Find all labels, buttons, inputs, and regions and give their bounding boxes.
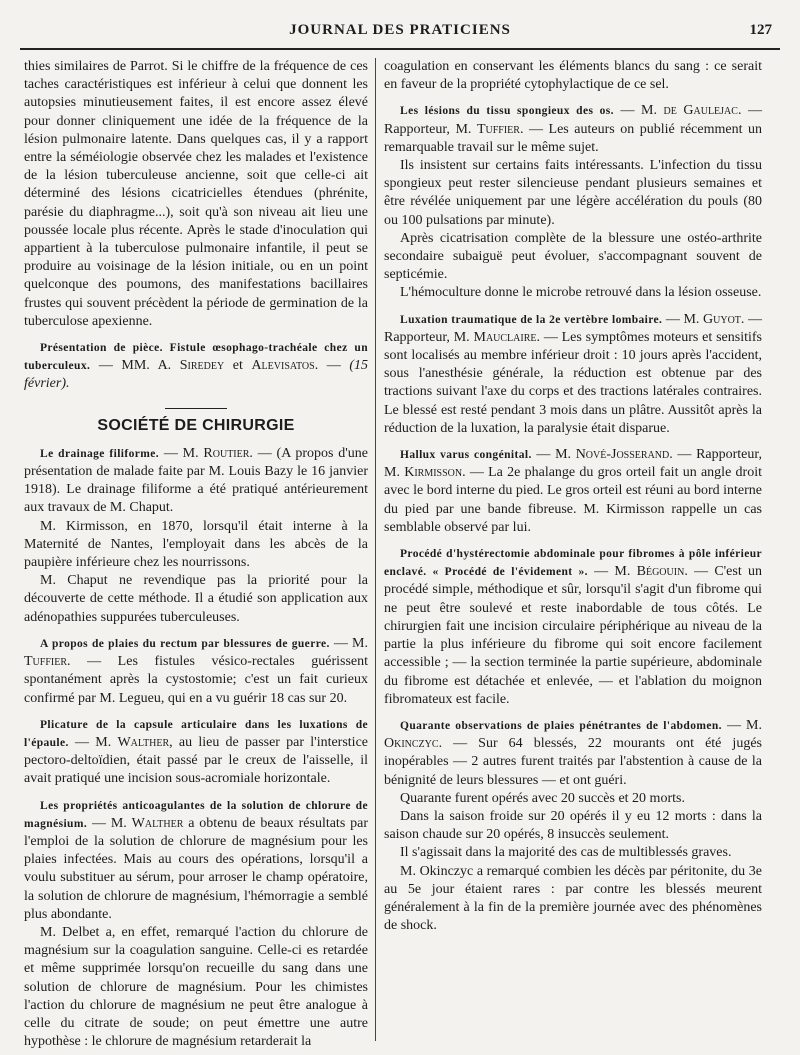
author-name: Walther [131,815,184,831]
author-name: Siredey [179,358,225,374]
text: — M. [662,311,704,327]
text: et [224,358,252,374]
text: . — La 2e phalange du gros orteil fait un angle droit avec le bord interne du pied. Le gros orteil est réuni au bord interne du pied par une bande fibreuse. M. Kirmisson rappelle un cas semblable observé par lui. [384,465,762,535]
section-luxation-vertebre [384,311,762,438]
section-hysterectomie [384,545,762,709]
session-date: (15 février). [24,358,369,392]
text: . — Sur 64 blessés, 22 mourants ont été jugés inopérables — 2 autres furent traités par l'abstention à cause de la bénignité de leurs blessures — et ont guéri. [384,736,762,788]
text: . — C'est un procédé simple, méthodique et sûr, lorsqu'il s'agit d'un fibrome qui ne peut être soulevé et reste inabordable de tous côtés. Le chirurgien fait une incision circulaire périphérique au niveau de la partie la plus inférieure du fibrome qui soit encore facilement accessible ; — la section terminée la partie supérieure, abdominale du fibrome est détachée et enlevée, — et l'ablation du moignon fibromateux est facile. [384,564,762,707]
author-name: Alevisatos [251,358,315,374]
section-title: Hallux varus congénital. [400,449,532,462]
section-title: Le drainage filiforme. [40,447,160,460]
text: — M. [68,734,118,750]
section-presentation-fistule [24,339,368,394]
paragraph: M. Okinczyc a remarqué combien les décès par péritonite, du 3e au 5e jour étaient rares : par contre les blessés meurent généralement à la fin de la première journée avec des phénomènes de shock. [384,863,762,934]
section-plicature-capsule [24,716,368,789]
section-plaies-rectum [24,635,368,708]
paragraph: thies similaires de Parrot. Si le chiffre de la fréquence de ces taches caractéristiques est inférieur à celui que donnent les autopsies minutieusement faites, il est encore assez élevé pour donner cliniquement une idée de la fréquence de la lésion pulmonaire latente. Dans quelques cas, il y a rapport entre la séméiologie observée chez les malades et l'existence de la lésion tuberculeuse ancienne, soit que celle-ci ait déterminé des lésions cicatricielles étendues (phrénite, parésie du diaphragme...), soit qu'à son niveau ait lieu une poussée locale plus récente. Après le stade d'inoculation qui appartient à la tuberculose pulmonaire infantile, il peut se produire au voisinage de la lésion initiale, ou en un point quelconque des poumons, des manifestations bacillaires frustes qui souvent précèdent la période de germination de la tuberculose apexienne. [24,59,368,329]
paragraph: M. Kirmisson, en 1870, lorsqu'il était interne à la Maternité de Nantes, l'employait dans les abcès de la paupière inférieure chez les nourrissons. [24,518,368,571]
text: — MM. A. [90,358,180,374]
text: . — Les symptômes moteurs et sensitifs sont localisés au membre inférieur droit : 10 jours après l'accident, sous l'anesthésie générale, la réduction est obtenue par des tractions suivant l'axe du corps et des tractions latérales contraires. Le blessé est resté pendant 3 mois dans un plâtre. Aussitôt après la réduction de la luxation, la paralysie était disparue. [384,329,762,436]
section-title: Procédé d'hystérectomie abdominale pour fibromes à pôle inférieur enclavé. « Procédé de l'évidement ». [384,548,762,579]
paragraph: Il s'agissait dans la majorité des cas de multiblessés graves. [400,845,732,861]
author-name: Tuffier [24,654,68,670]
paragraph: Après cicatrisation complète de la blessure une ostéo-arthrite secondaire subaiguë peut évoluer, s'accompagnant souvent de septicémie. [384,230,762,283]
section-title: Luxation traumatique de la 2e vertèbre lombaire. [400,313,663,326]
author-name: Walther [117,734,170,750]
text: . — Les auteurs on publié récemment un remarquable travail sur le même sujet. [384,121,762,155]
section-plaies-abdomen [384,717,762,790]
author-name: Nové-Josserand [575,447,670,463]
section-drainage-filiforme [24,445,368,518]
text: . — [314,358,350,374]
column-divider [375,58,376,1041]
paragraph: coagulation en conservant les éléments blancs du sang : ce serait en faveur de la propriété cytophylactique de ce sel. [384,59,762,93]
section-tissu-spongieux [384,102,762,157]
author-name: Bégouin [636,564,685,580]
section-chlorure-magnesium [24,797,368,924]
author-name: Routier [203,445,250,461]
journal-title: JOURNAL DES PRATICIENS [289,22,511,38]
paragraph: M. Chaput ne revendique pas la priorité pour la découverte de cette méthode. Il a étudié son application aux adénopathies suppurées tuberculeuses. [24,573,368,625]
text: — M. [329,635,369,651]
text: . — (A propos d'une présentation de malade faite par M. Louis Bazy le 16 janvier 1918). Le drainage filiforme a été pratiqué antérieurement aux travaux de M. Chaput. [24,445,368,516]
paragraph: L'hémoculture donne le microbe retrouvé dans la lésion osseuse. [400,285,762,301]
text: . — Rapporteur, M. [384,447,762,481]
section-title: Plicature de la capsule articulaire dans les luxations de l'épaule. [24,718,368,749]
section-title: Présentation de pièce. Fistule œsophago-trachéale chez un tuberculeux. [24,342,368,373]
text: — M. [159,445,204,461]
text: , au lieu de passer par l'interstice pectoro-deltoïdien, était passé par le creux de l'aisselle, il avait pratiqué une incision sous-acromiale horizontale. [24,734,369,787]
section-title: Quarante observations de plaies pénétrantes de l'abdomen. [400,719,722,732]
page-number: 127 [749,22,772,38]
text: . — Rapporteur, M. [384,311,762,345]
text: — M. [531,447,576,463]
text: — M. [721,717,762,733]
rapporteur-name: Tuffier [476,121,520,137]
rapporteur-name: Mauclaire [473,329,537,345]
author-name: de Gaulejac [663,103,738,119]
text: a obtenu de beaux résultats par l'emploi de la solution de chlorure de magnésium pour les plaies infectées. Mais au cours des opérations, lorsqu'il a voulu substituer au sérum, pour arroser le champ opératoire, la solution de chlorure de magnésium, l'hémorragie a semblé plus abondante. [24,815,369,922]
section-title: Les lésions du tissu spongieux des os. [400,105,614,118]
right-column [384,58,762,1041]
paragraph: Quarante furent opérés avec 20 succès et 20 morts. [400,790,685,806]
author-name: Okinczyc [384,736,439,752]
author-name: Guyot [703,311,741,327]
text: — M. [587,564,637,580]
header-rule [20,48,780,50]
paragraph: M. Delbet a, en effet, remarqué l'action du chlorure de magnésium sur la coagulation sanguine. Celle-ci es retardée et même supprimée lorsqu'on recueille du sang dans une solution de chlorure de magnésium. Pour les chimistes l'action du chlorure de magnésium ne peut être analogue à celle du citrate de soude; on peut émettre une autre hypothèse : le chlorure de magnésium retarderait la [24,924,368,1050]
rapporteur-name: Kirmisson [404,465,463,481]
section-title: A propos de plaies du rectum par blessures de guerre. [40,637,330,650]
text: — M. [613,103,664,119]
text: — M. [87,815,132,831]
text: . — Les fistules vésico-rectales guérissent spontanément après la cystostomie; c'est un fait curieux confirmé par M. Legueu, qui en a vu guérir 18 cas sur 20. [24,654,368,706]
left-column [24,58,369,1050]
section-title: Les propriétés anticoagulantes de la solution de chlorure de magnésium. [24,799,368,830]
page-header [20,18,780,46]
text: . — Rapporteur, M. [384,103,762,137]
section-hallux-varus [384,446,762,537]
paragraph: Dans la saison froide sur 20 opérés il y eu 12 morts : dans la saison chaude sur 20 opérés, 8 insuccès seulement. [384,808,762,843]
section-divider [165,408,227,409]
society-heading: SOCIÉTÉ DE CHIRURGIE [97,416,295,434]
paragraph: Ils insistent sur certains faits intéressants. L'infection du tissu spongieux peut rester silencieuse pendant plusieurs semaines et être révélée uniquement par une légère accélération du pouls (80 ou 100 pulsations par minute). [384,158,762,228]
